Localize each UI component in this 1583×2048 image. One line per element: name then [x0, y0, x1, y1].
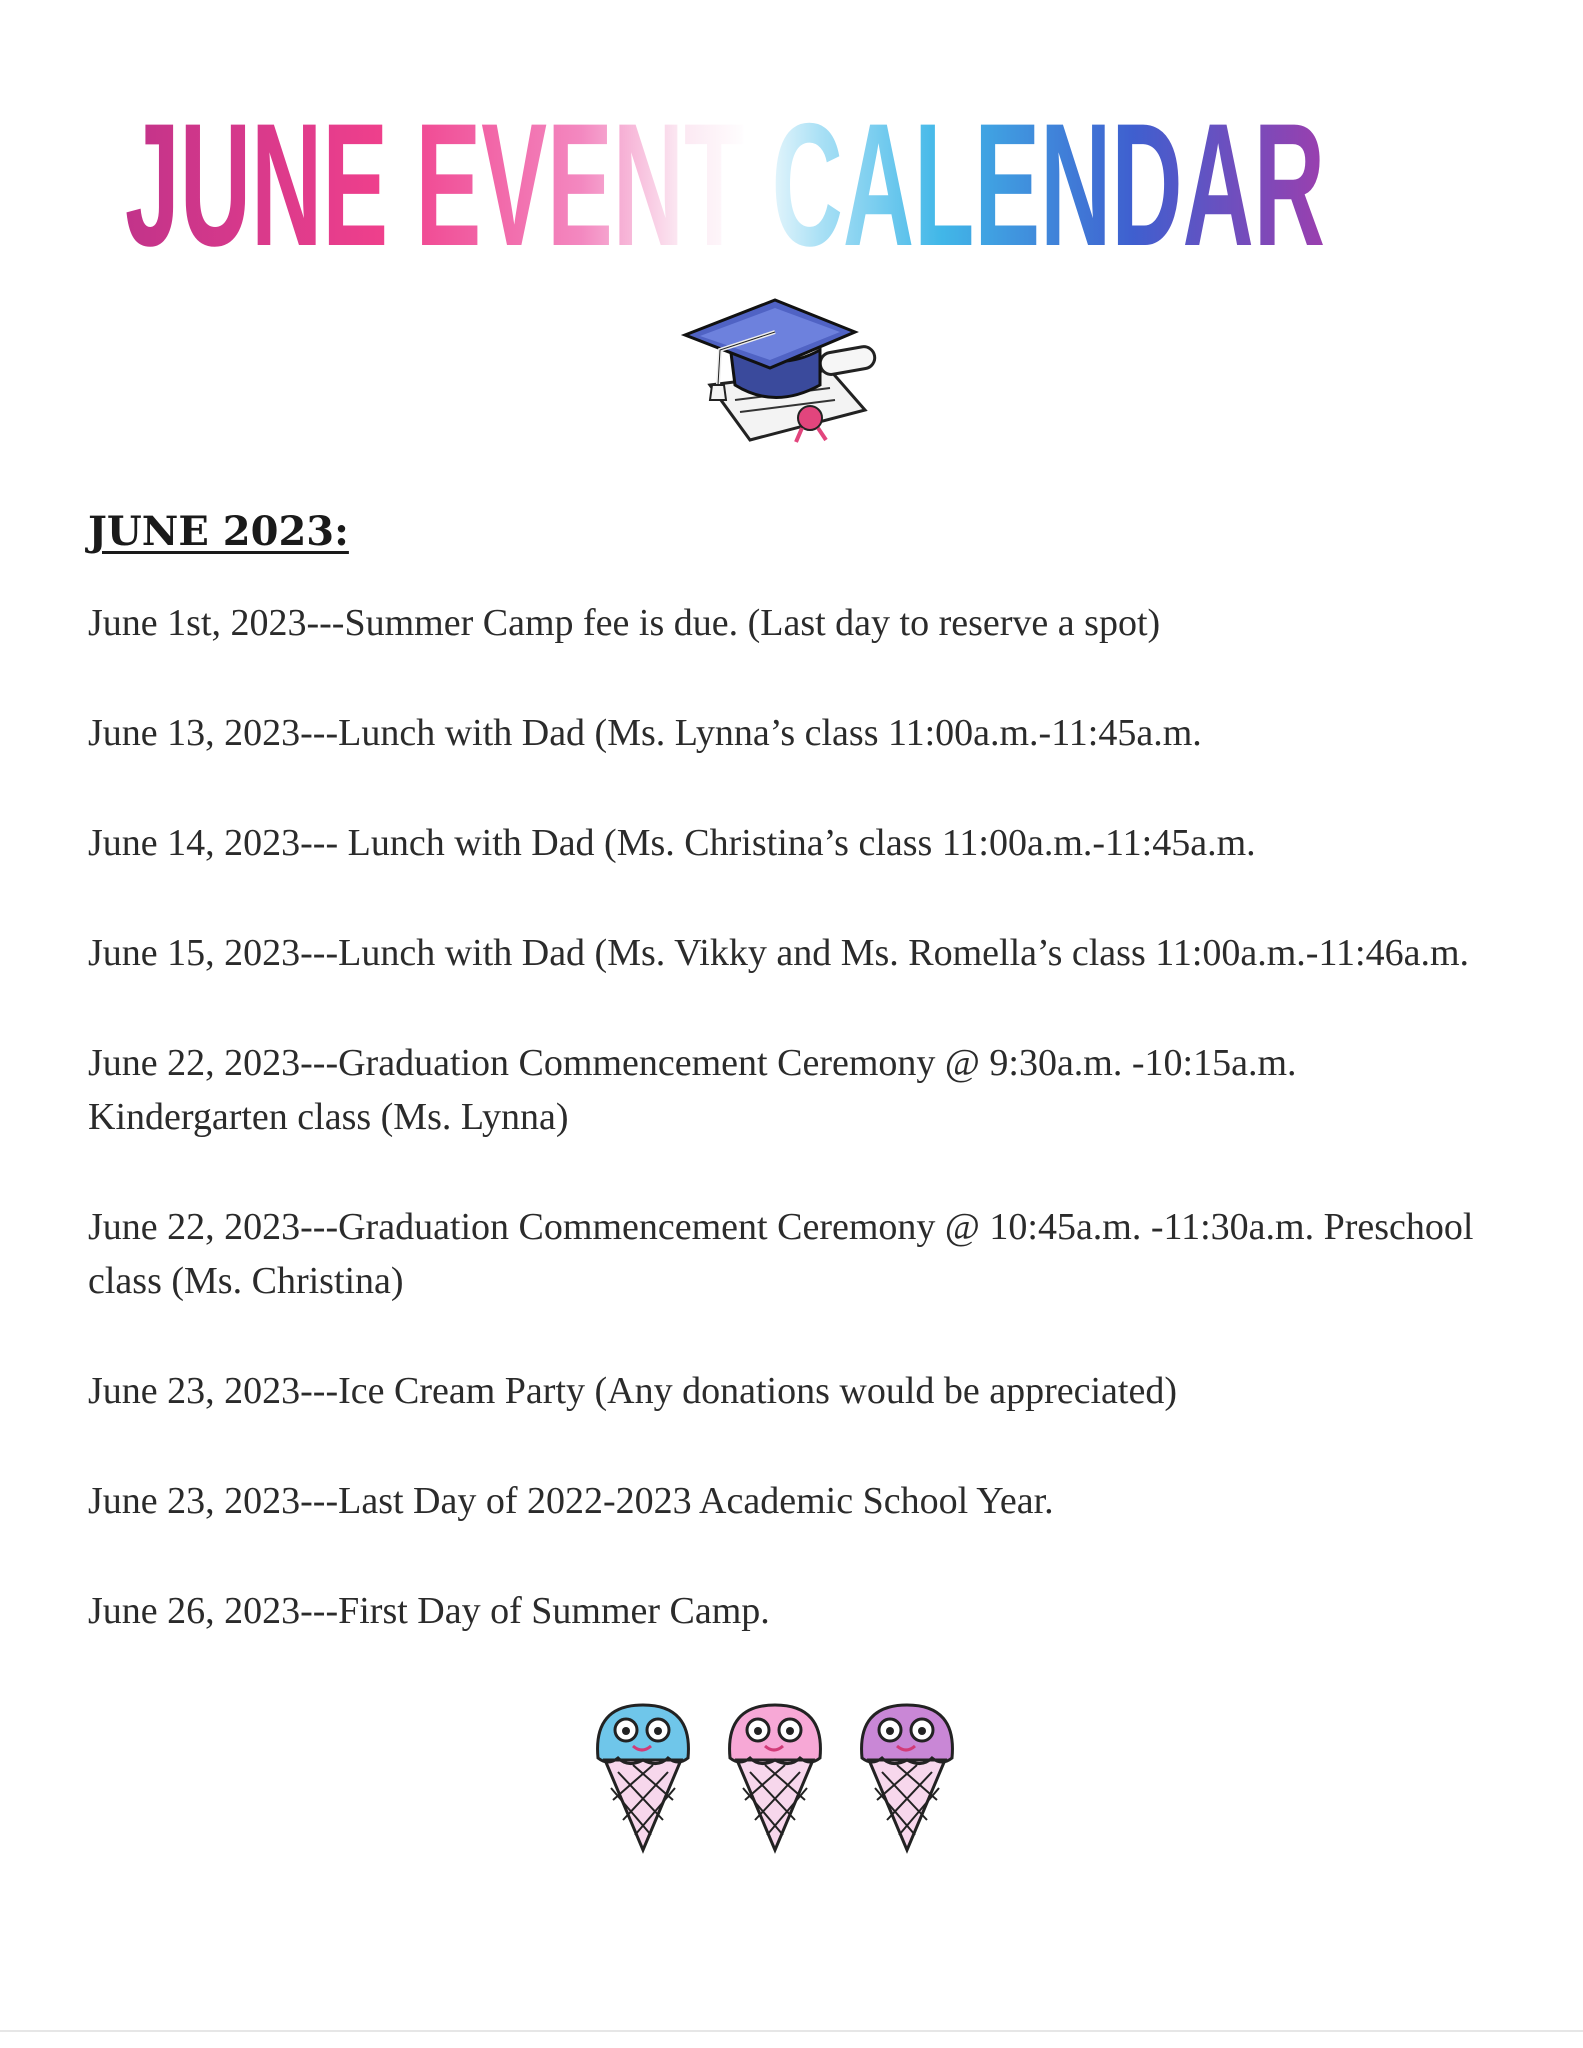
title-text: JUNE EVENT CALENDAR [125, 95, 1325, 265]
ice-cream-cone-icon [598, 1705, 689, 1850]
month-heading: JUNE 2023: [88, 508, 349, 555]
ice-cream-decoration [585, 1700, 985, 1860]
event-item: June 14, 2023--- Lunch with Dad (Ms. Christina’s class 11:00a.m.-11:45a.m. [88, 822, 1256, 864]
title-wordart [100, 95, 1350, 265]
event-item: June 26, 2023---First Day of Summer Camp. [88, 1590, 770, 1632]
ice-cream-cone-icon [730, 1705, 821, 1850]
event-list [88, 596, 1488, 1638]
event-item: June 22, 2023---Graduation Commencement Ceremony @ 9:30a.m. -10:15a.m. Kindergarten class (Ms. Lynna) [88, 1042, 1297, 1138]
graduation-cap-diploma-icon [680, 290, 880, 460]
page-divider [0, 2030, 1583, 2032]
event-item: June 22, 2023---Graduation Commencement Ceremony @ 10:45a.m. -11:30a.m. Preschool class (Ms. Christina) [88, 1206, 1474, 1302]
event-item: June 13, 2023---Lunch with Dad (Ms. Lynna’s class 11:00a.m.-11:45a.m. [88, 712, 1202, 754]
ice-cream-cone-icon [862, 1705, 953, 1850]
event-item: June 1st, 2023---Summer Camp fee is due. (Last day to reserve a spot) [88, 602, 1161, 644]
page-title [100, 95, 1350, 265]
event-item: June 23, 2023---Ice Cream Party (Any donations would be appreciated) [88, 1370, 1177, 1412]
event-item: June 15, 2023---Lunch with Dad (Ms. Vikky and Ms. Romella’s class 11:00a.m.-11:46a.m. [88, 932, 1470, 974]
event-item: June 23, 2023---Last Day of 2022-2023 Academic School Year. [88, 1480, 1054, 1522]
